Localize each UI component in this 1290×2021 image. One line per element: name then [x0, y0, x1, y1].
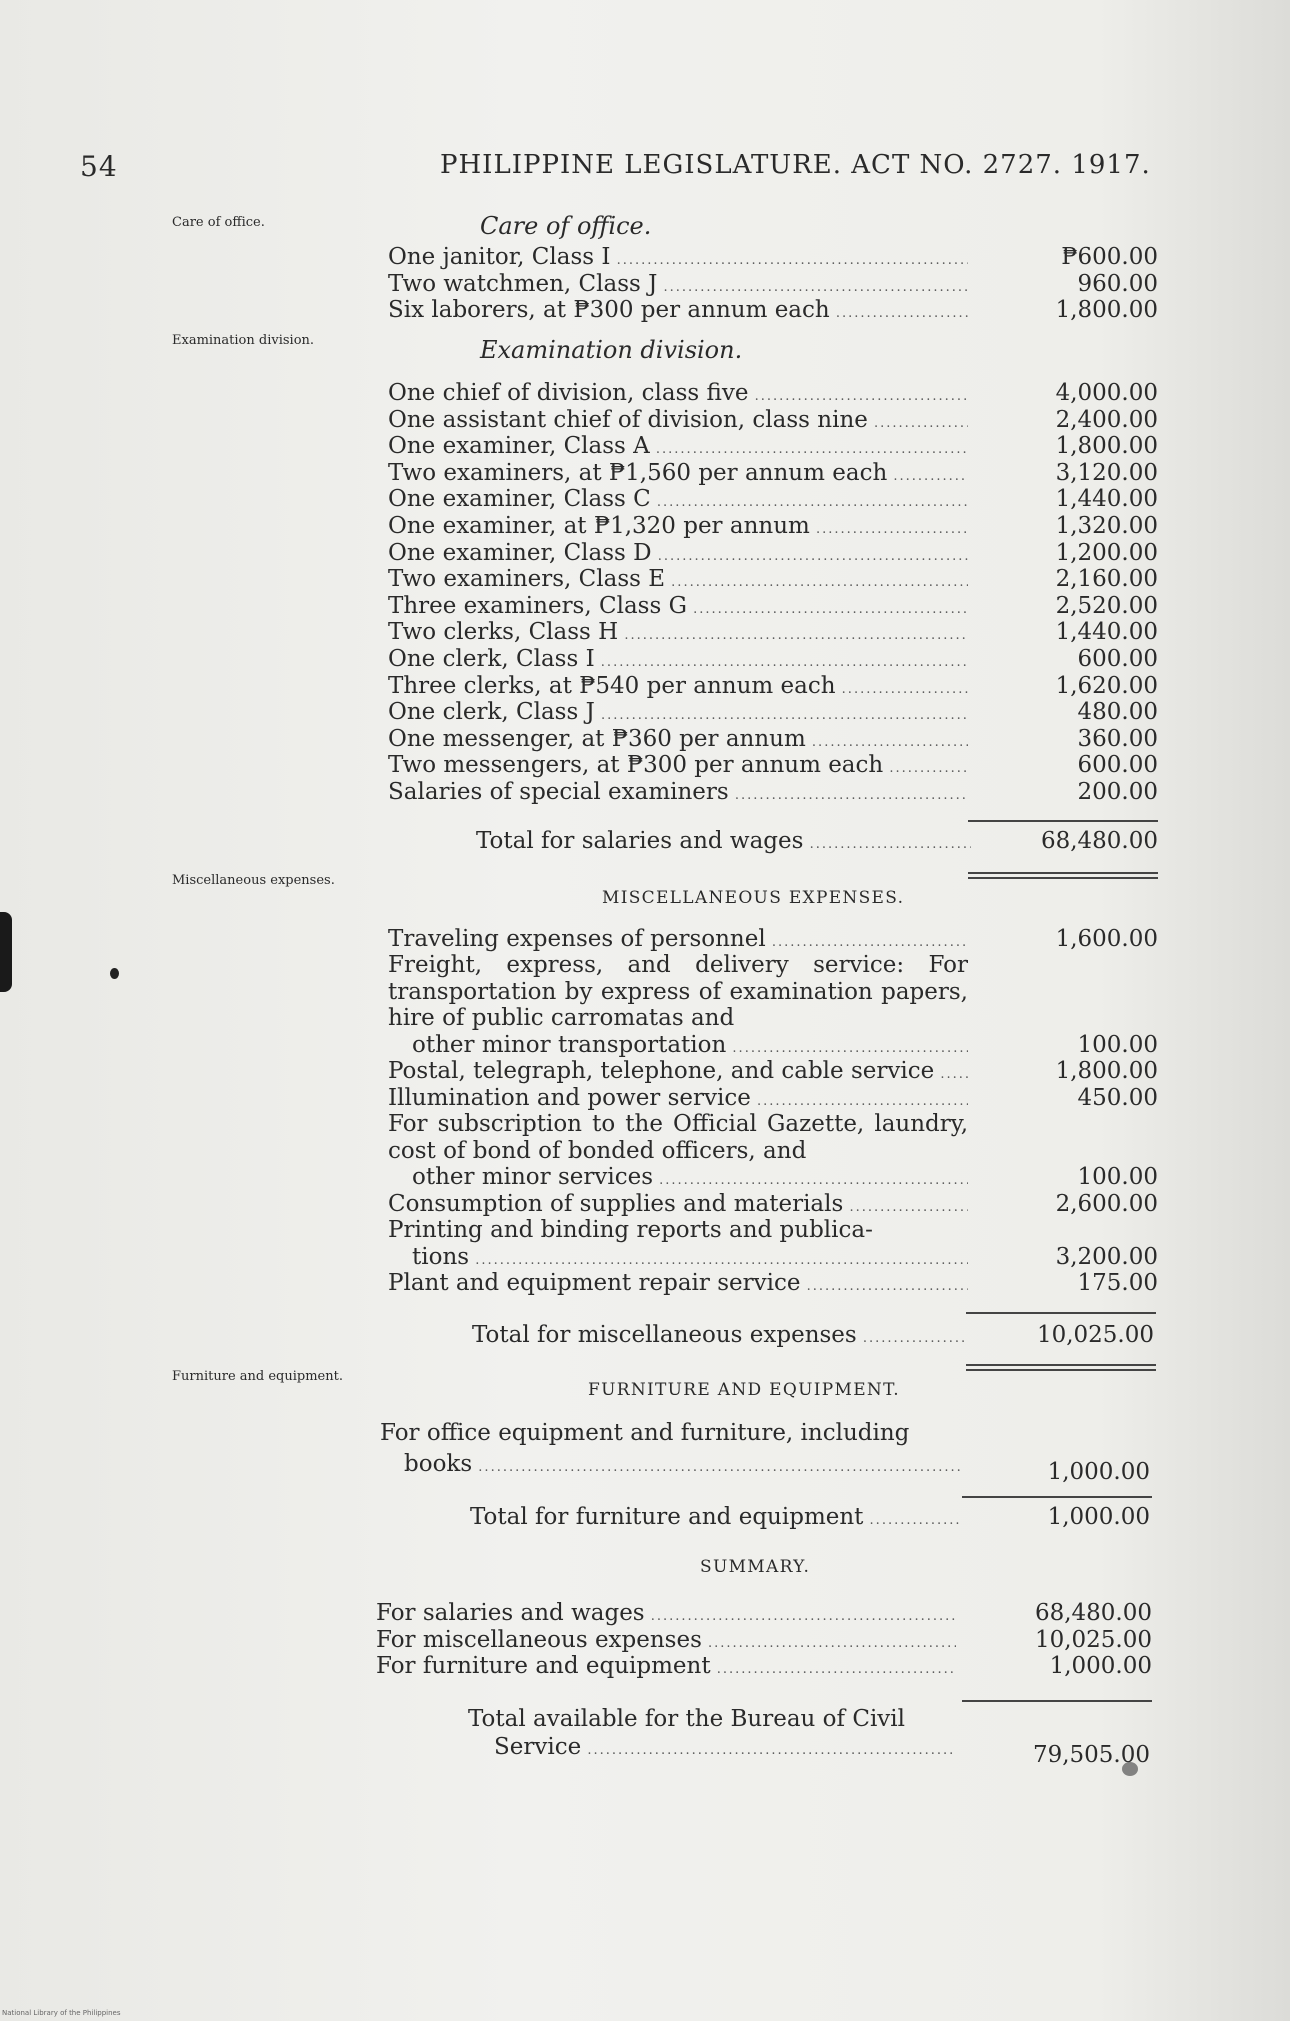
item-amount: 4,000.00: [1055, 380, 1158, 406]
ink-dot: [110, 968, 119, 979]
item-label: One messenger, at ₱360 per annum .....: [388, 726, 968, 757]
furniture-item: [380, 1420, 1150, 1485]
margin-note-care-of-office: Care of office.: [172, 215, 265, 230]
total-label: Total for furniture and equipment .....: [470, 1504, 960, 1530]
list-item: [388, 1191, 1158, 1218]
item-amount: 175.00: [1077, 1270, 1158, 1296]
item-label: For furniture and equipment .....: [376, 1653, 956, 1684]
item-amount: ₱600.00: [1061, 244, 1158, 270]
item-label: One examiner, Class D .....: [388, 540, 968, 571]
total-amount: 1,000.00: [1047, 1504, 1150, 1530]
list-item: [388, 726, 1158, 753]
item-label: Consumption of supplies and materials .....: [388, 1191, 968, 1222]
furniture-last-line: books .....: [404, 1451, 960, 1482]
item-amount: 1,000.00: [1049, 1653, 1152, 1680]
list-item: [376, 1653, 1152, 1680]
list-item: [388, 433, 1158, 460]
item-label: One examiner, at ₱1,320 per annum .....: [388, 513, 968, 544]
page-number: 54: [80, 150, 118, 183]
item-amount: 1,800.00: [1055, 1058, 1158, 1084]
list-item: [388, 1058, 1158, 1085]
subtotal-rule: [966, 1312, 1156, 1314]
item-amount: 1,800.00: [1055, 433, 1158, 460]
subtotal-rule: [962, 1496, 1152, 1498]
furniture-amount: 1,000.00: [1047, 1458, 1150, 1485]
furniture-heading: FURNITURE AND EQUIPMENT.: [588, 1380, 900, 1400]
printing-amount: 3,200.00: [1055, 1243, 1158, 1270]
item-amount: 960.00: [1077, 270, 1158, 297]
list-item: [388, 297, 1158, 324]
list-item: [388, 779, 1158, 806]
freight-text: Freight, express, and delivery service: For transportation by express of examination papers, hire of public carromatas and: [388, 952, 968, 1032]
item-amount: 3,120.00: [1055, 459, 1158, 486]
list-item: [376, 1627, 1152, 1654]
printing-text: Printing and binding reports and publica-: [388, 1217, 873, 1243]
summary-total-line2: Service .....: [494, 1734, 956, 1760]
item-amount: 10,025.00: [1034, 1626, 1152, 1653]
item-label: One examiner, Class A .....: [388, 433, 968, 464]
item-amount: 2,600.00: [1055, 1191, 1158, 1217]
item-label: For salaries and wages .....: [376, 1600, 956, 1631]
item-label: One assistant chief of division, class nine .....: [388, 407, 968, 438]
item-label: For miscellaneous expenses .....: [376, 1627, 956, 1658]
list-item: [388, 646, 1158, 673]
binding-shadow: [0, 912, 12, 992]
miscellaneous-heading: MISCELLANEOUS EXPENSES.: [602, 888, 905, 908]
subscription-text: For subscription to the Official Gazette, laundry, cost of bond of bonded officers, and: [388, 1111, 968, 1164]
total-amount: 10,025.00: [1036, 1322, 1154, 1348]
postal-illumination-wrap: [388, 1058, 1158, 1111]
traveling-row-wrap: [388, 926, 1158, 953]
subtotal-rule: [968, 820, 1158, 822]
total-double-rule: [968, 872, 1158, 879]
examination-division-heading: Examination division.: [480, 336, 743, 364]
subscription-last-line: other minor services .....: [412, 1164, 968, 1195]
item-label: Six laborers, at ₱300 per annum each .....: [388, 297, 968, 328]
list-item: [388, 244, 1158, 271]
margin-note-examination-division: Examination division.: [172, 333, 315, 348]
list-item: [388, 1085, 1158, 1112]
item-amount: 1,200.00: [1055, 539, 1158, 566]
list-item: [388, 926, 1158, 953]
item-amount: 1,440.00: [1055, 486, 1158, 513]
item-amount: 68,480.00: [1034, 1600, 1152, 1626]
list-item: [388, 619, 1158, 646]
item-label: One janitor, Class I .....: [388, 244, 968, 275]
subscription-item: [388, 1111, 1158, 1191]
subtotal-rule: [962, 1700, 1152, 1702]
list-item: [388, 566, 1158, 593]
freight-amount: 100.00: [1077, 1031, 1158, 1058]
consumption-wrap: [388, 1191, 1158, 1218]
item-amount: 1,440.00: [1055, 619, 1158, 646]
margin-note-furniture-and-equipment: Furniture and equipment.: [172, 1369, 343, 1384]
total-label: Total for miscellaneous expenses .....: [472, 1322, 967, 1348]
item-label: Two watchmen, Class J .....: [388, 271, 968, 302]
summary-total-line1: Total available for the Bureau of Civil: [468, 1706, 905, 1732]
item-amount: 1,620.00: [1055, 672, 1158, 699]
examination-division-list: [388, 380, 1158, 806]
item-label: Postal, telegraph, telephone, and cable service .....: [388, 1058, 968, 1089]
footer-credit: National Library of the Philippines: [2, 2009, 121, 2017]
list-item: [388, 513, 1158, 540]
item-label: Traveling expenses of personnel .....: [388, 926, 968, 957]
item-amount: 450.00: [1077, 1084, 1158, 1111]
item-amount: 480.00: [1077, 699, 1158, 726]
item-label: Two examiners, at ₱1,560 per annum each .....: [388, 460, 968, 491]
total-label: Total for salaries and wages .....: [476, 828, 971, 854]
item-label: Three examiners, Class G .....: [388, 593, 968, 624]
item-amount: 1,600.00: [1055, 926, 1158, 952]
total-double-rule: [966, 1364, 1156, 1371]
item-label: Two examiners, Class E .....: [388, 566, 968, 597]
list-item: [388, 593, 1158, 620]
item-label: One examiner, Class C .....: [388, 486, 968, 517]
list-item: [388, 460, 1158, 487]
list-item: [388, 1270, 1158, 1297]
freight-item: [388, 952, 1158, 1058]
item-amount: 200.00: [1077, 778, 1158, 805]
item-label: One chief of division, class five .....: [388, 380, 968, 411]
summary-heading: SUMMARY.: [700, 1557, 811, 1577]
item-label: One clerk, Class I .....: [388, 646, 968, 677]
list-item: [388, 407, 1158, 434]
item-amount: 1,320.00: [1055, 512, 1158, 539]
item-amount: 2,400.00: [1055, 406, 1158, 433]
list-item: [388, 486, 1158, 513]
list-item: [388, 271, 1158, 298]
list-item: [388, 752, 1158, 779]
item-label: Salaries of special examiners .....: [388, 779, 968, 810]
summary-list: [376, 1600, 1152, 1680]
printing-item: [388, 1217, 1158, 1270]
plant-wrap: [388, 1270, 1158, 1297]
care-of-office-list: [388, 244, 1158, 324]
item-label: Illumination and power service .....: [388, 1085, 968, 1116]
item-amount: 600.00: [1077, 645, 1158, 672]
item-amount: 2,520.00: [1055, 592, 1158, 619]
printing-last-line: tions .....: [412, 1244, 968, 1275]
item-label: Three clerks, at ₱540 per annum each .....: [388, 673, 968, 704]
list-item: [388, 673, 1158, 700]
list-item: [376, 1600, 1152, 1627]
freight-last-line: other minor transportation .....: [412, 1032, 968, 1063]
item-label: Two messengers, at ₱300 per annum each .....: [388, 752, 968, 783]
item-amount: 600.00: [1077, 752, 1158, 779]
furniture-text: For office equipment and furniture, including: [380, 1420, 910, 1446]
care-of-office-heading: Care of office.: [480, 212, 652, 240]
margin-note-miscellaneous-expenses: Miscellaneous expenses.: [172, 873, 335, 888]
item-label: Two clerks, Class H .....: [388, 619, 968, 650]
total-amount: 68,480.00: [1040, 828, 1158, 854]
subscription-amount: 100.00: [1077, 1164, 1158, 1191]
running-head: PHILIPPINE LEGISLATURE. ACT NO. 2727. 1917.: [440, 150, 1151, 180]
item-amount: 360.00: [1077, 725, 1158, 752]
item-label: One clerk, Class J .....: [388, 699, 968, 730]
list-item: [388, 699, 1158, 726]
summary-total-amount: 79,505.00: [1032, 1742, 1150, 1768]
item-amount: 2,160.00: [1055, 566, 1158, 593]
list-item: [388, 540, 1158, 567]
list-item: [388, 380, 1158, 407]
item-label: Plant and equipment repair service .....: [388, 1270, 968, 1301]
item-amount: 1,800.00: [1055, 297, 1158, 324]
